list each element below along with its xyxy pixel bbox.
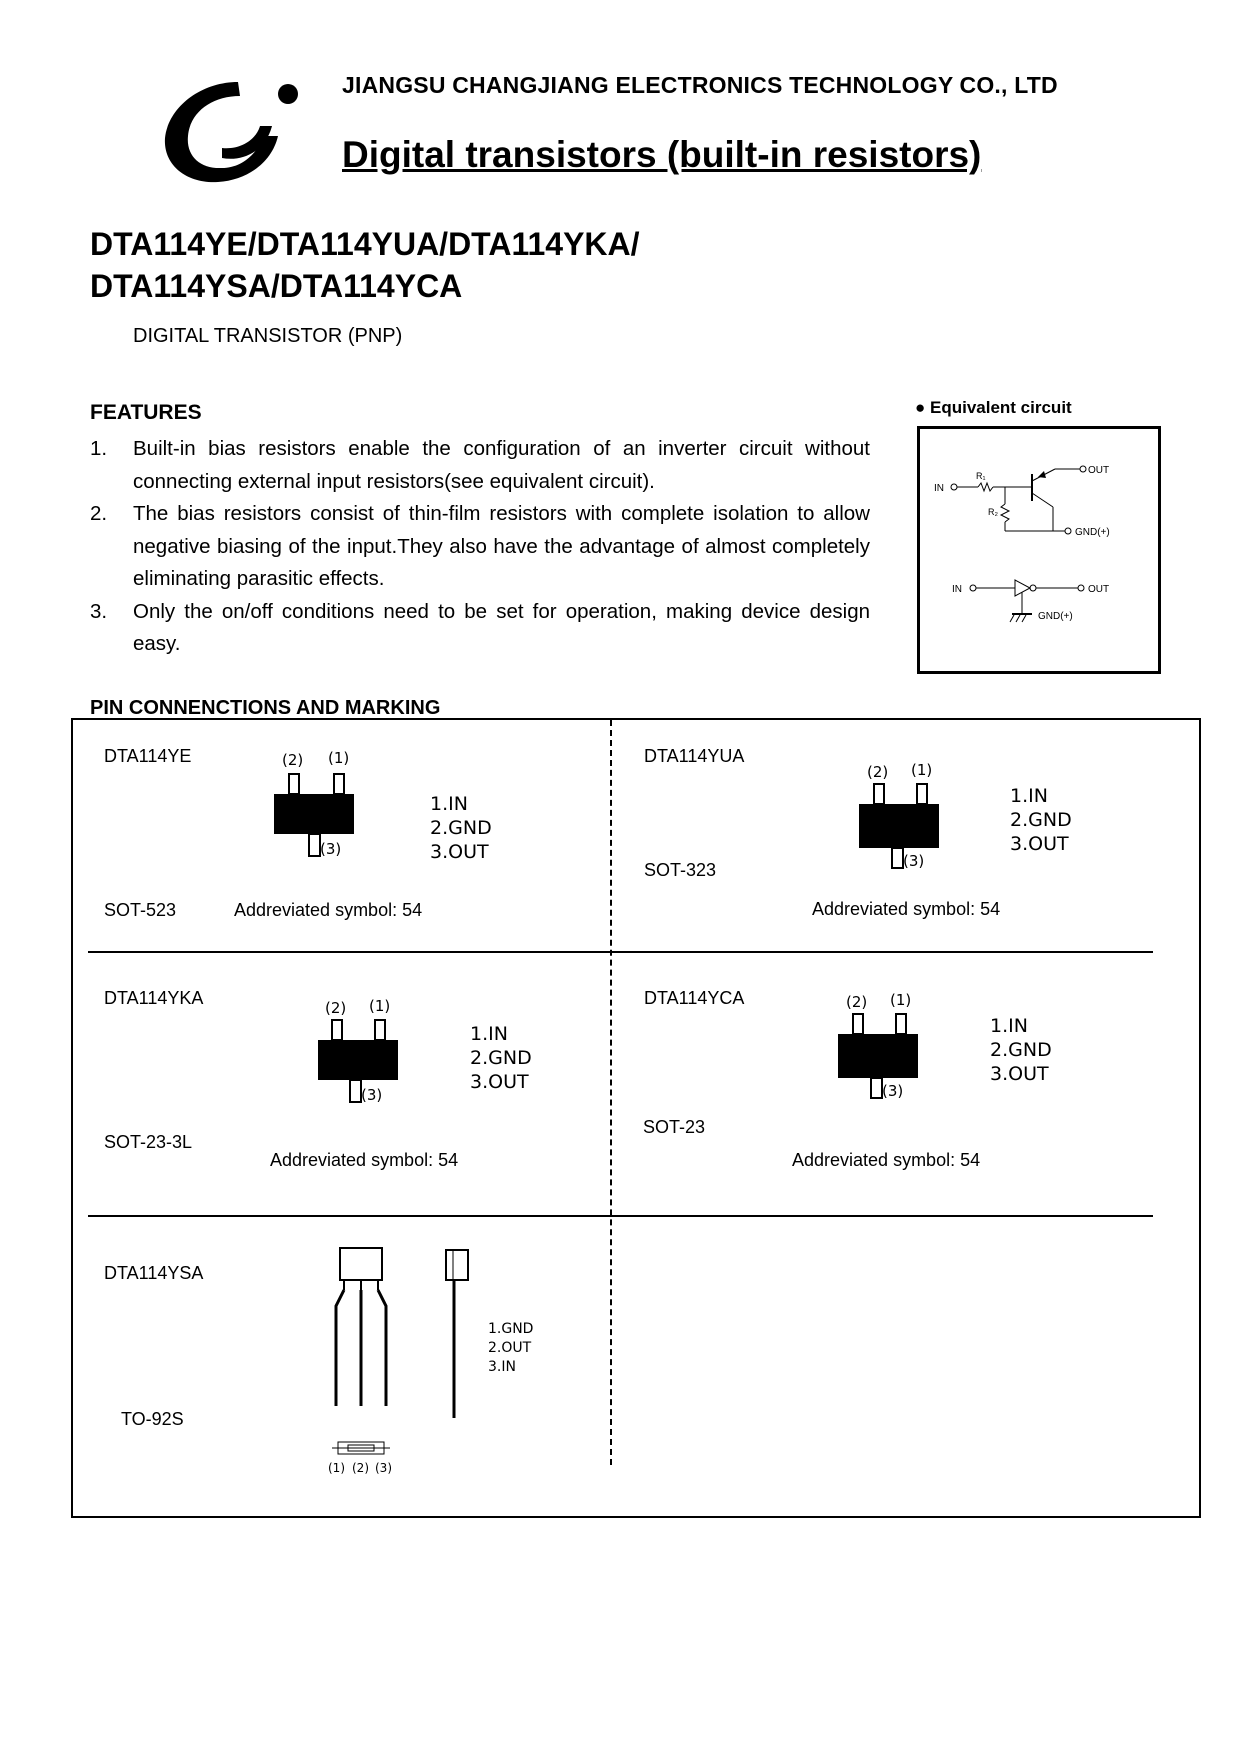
equivalent-circuit-box	[917, 426, 1161, 674]
package-label: TO-92S	[121, 1409, 184, 1429]
svg-text:(1): (1)	[890, 991, 912, 1009]
equivalent-circuit-label: ● Equivalent circuit	[915, 398, 1072, 417]
package-drawing	[855, 760, 955, 875]
svg-text:(1): (1)	[911, 761, 933, 779]
svg-text:(2): (2)	[352, 1461, 369, 1475]
svg-text:(2): (2)	[282, 751, 304, 769]
row-divider	[88, 1215, 1153, 1217]
device-subtitle: DIGITAL TRANSISTOR (PNP)	[133, 325, 403, 347]
pin-assignment: 1.IN 2.GND 3.OUT	[430, 793, 492, 863]
marking-symbol: Addreviated symbol: 54	[812, 899, 1001, 919]
part-label: DTA114YUA	[644, 746, 745, 766]
package-drawing	[314, 996, 414, 1111]
feature-item: 2. The bias resistors consist of thin-film resistors with complete isolation to allow negative biasing of the input.They also have the advantage of almost completely eliminating parasitic effects.	[90, 502, 870, 590]
svg-text:OUT: OUT	[1088, 465, 1110, 476]
company-name: JIANGSU CHANGJIANG ELECTRONICS TECHNOLOGY CO., LTD	[342, 72, 1058, 98]
package-drawing	[834, 990, 934, 1105]
marking-symbol: Addreviated symbol: 54	[792, 1150, 981, 1170]
svg-text:R₁: R₁	[976, 471, 986, 481]
svg-text:OUT: OUT	[1088, 584, 1110, 595]
svg-text:(3): (3)	[882, 1082, 904, 1100]
svg-text:IN: IN	[952, 584, 962, 595]
svg-text:(3): (3)	[320, 840, 342, 858]
svg-text:(3): (3)	[375, 1461, 392, 1475]
svg-text:GND(+): GND(+)	[1075, 527, 1110, 538]
package-label: SOT-23	[643, 1117, 706, 1137]
pin-assignment: 1.IN 2.GND 3.OUT	[1010, 785, 1072, 855]
pin-assignment: 1.GND 2.OUT 3.IN	[488, 1321, 534, 1375]
package-label: SOT-323	[644, 860, 717, 880]
features-list	[90, 433, 870, 661]
part-label: DTA114YKA	[104, 988, 204, 1008]
part-label: DTA114YSA	[104, 1263, 204, 1283]
package-drawing	[322, 1246, 482, 1476]
package-label: SOT-23-3L	[104, 1132, 193, 1152]
package-label: SOT-523	[104, 900, 177, 920]
marking-symbol: Addreviated symbol: 54	[270, 1150, 459, 1170]
svg-text:R₂: R₂	[988, 507, 998, 517]
pin-assignment: 1.IN 2.GND 3.OUT	[470, 1023, 532, 1093]
row-divider	[88, 951, 1153, 953]
svg-text:GND(+): GND(+)	[1038, 611, 1073, 622]
part-label: DTA114YE	[104, 746, 192, 766]
pin-assignment: 1.IN 2.GND 3.OUT	[990, 1015, 1052, 1085]
svg-text:IN: IN	[934, 483, 944, 494]
svg-text:(2): (2)	[846, 993, 868, 1011]
svg-text:(1): (1)	[328, 749, 350, 767]
feature-item: 3. Only the on/off conditions need to be set for operation, making device design easy.	[90, 599, 870, 655]
svg-text:(3): (3)	[361, 1086, 383, 1104]
feature-item: 1. Built-in bias resistors enable the configuration of an inverter circuit without connecting external input resistors(see equivalent circuit).	[90, 437, 870, 493]
svg-text:(3): (3)	[903, 852, 925, 870]
company-logo	[160, 78, 310, 188]
equivalent-circuit-diagram	[920, 429, 1158, 671]
part-label: DTA114YCA	[644, 988, 745, 1008]
features-heading: FEATURES	[90, 401, 202, 424]
svg-text:(2): (2)	[867, 763, 889, 781]
document-title: Digital transistors (built-in resistors)	[342, 134, 982, 175]
svg-text:(1): (1)	[369, 997, 391, 1015]
part-numbers-line2: DTA114YSA/DTA114YCA	[90, 268, 463, 304]
package-drawing	[270, 748, 370, 863]
svg-text:(1): (1)	[328, 1461, 345, 1475]
svg-text:(2): (2)	[325, 999, 347, 1017]
column-divider	[610, 720, 612, 1465]
pin-connections-heading: PIN CONNENCTIONS AND MARKING	[90, 697, 441, 719]
part-numbers-line1: DTA114YE/DTA114YUA/DTA114YKA/	[90, 226, 640, 262]
marking-symbol: Addreviated symbol: 54	[234, 900, 423, 920]
